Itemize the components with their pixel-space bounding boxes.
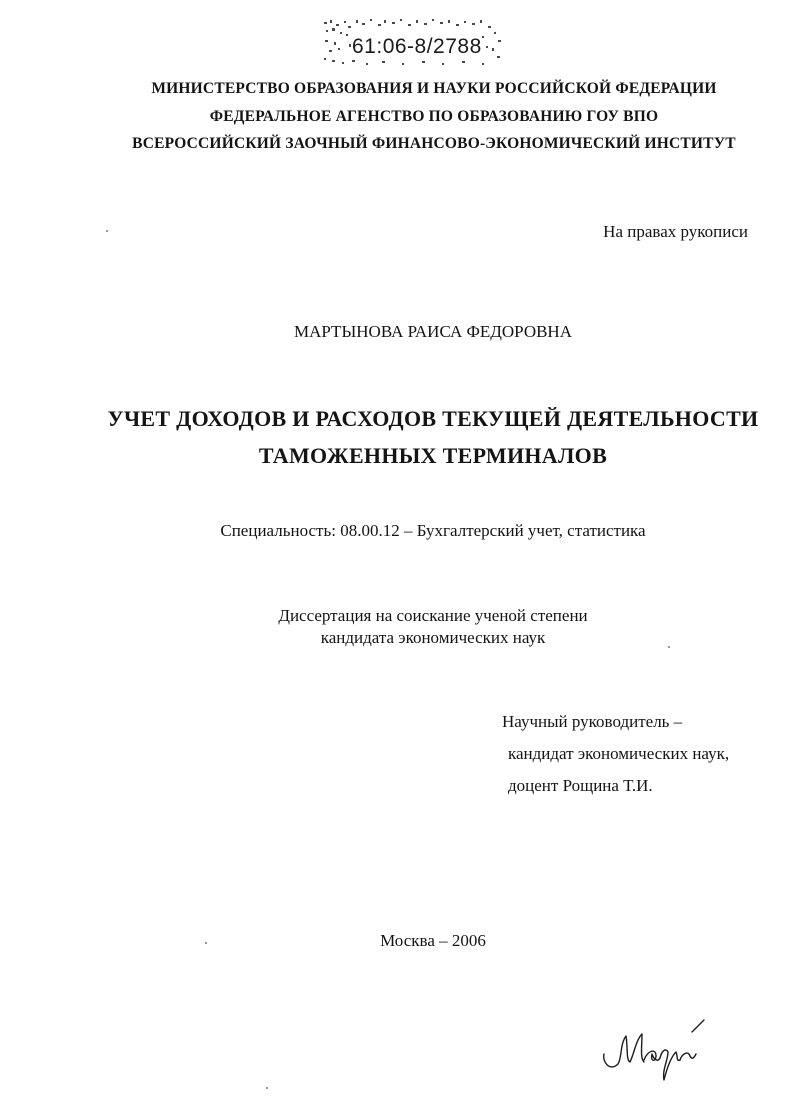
scan-speck — [106, 230, 108, 232]
specialty: Специальность: 08.00.12 – Бухгалтерский учет, статистика — [220, 521, 646, 540]
library-stamp — [322, 18, 504, 66]
stamp-code: 61:06-8/2788 — [352, 35, 482, 58]
supervisor-line-1: Научный руководитель – — [502, 712, 683, 731]
header-agency: ФЕДЕРАЛЬНОЕ АГЕНСТВО ПО ОБРАЗОВАНИЮ ГОУ ВПО — [209, 108, 659, 125]
city-year: Москва – 2006 — [380, 931, 486, 950]
supervisor-line-3: доцент Рощина Т.И. — [508, 776, 653, 795]
author-name: МАРТЫНОВА РАИСА ФЕДОРОВНА — [294, 322, 572, 341]
dissertation-line-2: кандидата экономических наук — [320, 628, 546, 647]
signature-graphic — [596, 1014, 716, 1092]
header-ministry: МИНИСТЕРСТВО ОБРАЗОВАНИЯ И НАУКИ РОССИЙСКОЙ ФЕДЕРАЦИИ — [151, 80, 717, 97]
title-line-2: ТАМОЖЕННЫХ ТЕРМИНАЛОВ — [258, 443, 608, 468]
title-line-1: УЧЕТ ДОХОДОВ И РАСХОДОВ ТЕКУЩЕЙ ДЕЯТЕЛЬНОСТИ — [107, 406, 759, 431]
rights-note: На правах рукописи — [603, 222, 748, 241]
scan-speck — [205, 942, 207, 944]
scan-speck — [668, 646, 670, 648]
scan-speck — [266, 1087, 268, 1089]
header-institute: ВСЕРОССИЙСКИЙ ЗАОЧНЫЙ ФИНАНСОВО-ЭКОНОМИЧЕСКИЙ ИНСТИТУТ — [132, 135, 736, 152]
dissertation-line-1: Диссертация на соискание ученой степени — [278, 606, 588, 625]
supervisor-line-2: кандидат экономических наук, — [508, 744, 730, 763]
